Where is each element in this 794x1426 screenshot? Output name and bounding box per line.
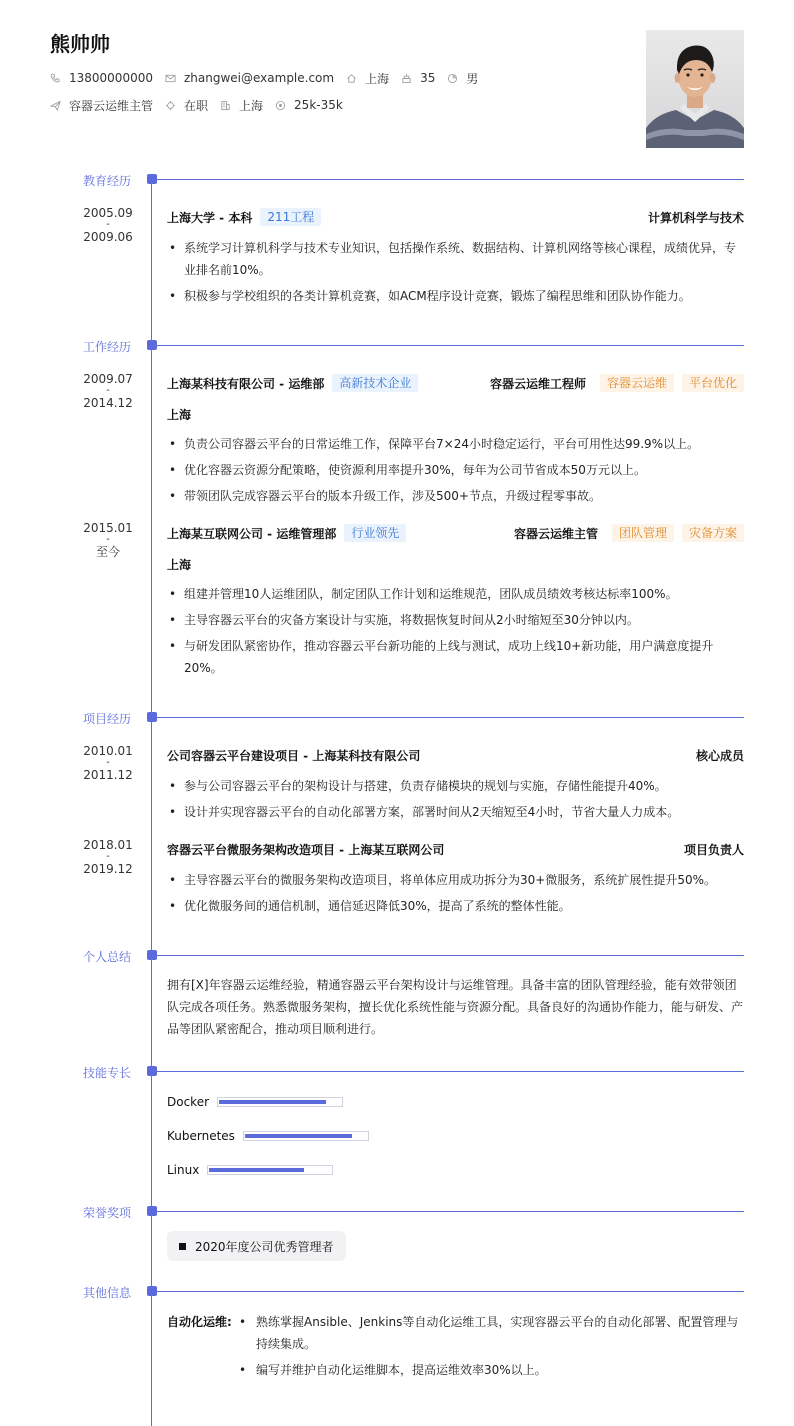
candidate-name: 熊帅帅 xyxy=(50,32,110,56)
timeline-marker xyxy=(147,340,157,350)
timeline-marker xyxy=(147,712,157,722)
section-title: 教育经历 xyxy=(83,174,132,188)
company-tag: 高新技术企业 xyxy=(332,374,418,392)
list-item: • 熟练掌握Ansible、Jenkins等自动化运维工具，实现容器云平台的自动化部署、配置管理与持续集成。 xyxy=(239,1311,744,1355)
section-title: 其他信息 xyxy=(83,1286,132,1300)
skill-level xyxy=(209,1168,304,1172)
section-other xyxy=(0,1285,794,1300)
section-title: 荣誉奖项 xyxy=(83,1206,132,1220)
education-entry-header xyxy=(167,207,744,227)
list-item: • 编写并维护自动化运维脚本，提高运维效率30%以上。 xyxy=(239,1359,744,1381)
date-range: 2009.07 - 2014.12 xyxy=(83,372,133,410)
timeline-marker xyxy=(147,950,157,960)
list-item: • 与研发团队紧密协作，推动容器云平台新功能的上线与测试，成功上线10+新功能，用户满意度提升20%。 xyxy=(167,635,744,679)
building-icon xyxy=(220,100,231,111)
section-title: 技能专长 xyxy=(83,1066,132,1080)
section-divider xyxy=(157,179,744,180)
job-title: 容器云运维工程师 xyxy=(489,376,586,391)
age-icon xyxy=(401,73,412,84)
list-item: • 优化容器云资源分配策略，使资源利用率提升30%，每年为公司节省成本50万元以上。 xyxy=(167,459,744,481)
skill-name: Docker xyxy=(167,1095,210,1109)
job-location: 上海 xyxy=(167,408,192,422)
section-work xyxy=(0,339,794,354)
date-start: 2009.07 xyxy=(83,372,133,386)
section-divider xyxy=(157,955,744,956)
section-divider xyxy=(157,1071,744,1072)
salary-icon xyxy=(275,100,286,111)
skill-name: Linux xyxy=(167,1163,200,1177)
section-divider xyxy=(157,717,744,718)
skill-item xyxy=(167,1095,343,1109)
date-start: 2015.01 xyxy=(83,521,133,535)
skill-bar xyxy=(207,1165,333,1175)
target-role-text: 容器云运维主管 xyxy=(69,98,154,113)
status-icon xyxy=(165,100,176,111)
list-item: • 组建并管理10人运维团队，制定团队工作计划和运维规范，团队成员绩效考核达标率100%。 xyxy=(167,583,744,605)
date-end: 2011.12 xyxy=(83,768,133,782)
award-chip xyxy=(167,1231,346,1261)
section-summary xyxy=(0,949,794,964)
skill-item xyxy=(167,1129,369,1143)
other-bullets xyxy=(239,1311,744,1385)
list-item: • 负责公司容器云平台的日常运维工作，保障平台7×24小时稳定运行，平台可用性达99.9%以上。 xyxy=(167,433,744,455)
phone-item xyxy=(50,71,153,85)
intent-row xyxy=(50,96,355,114)
section-divider xyxy=(157,345,744,346)
date-end: 2014.12 xyxy=(83,396,133,410)
company-name: 上海某科技有限公司 - 运维部 xyxy=(167,376,325,391)
list-item: • 积极参与学校组织的各类计算机竞赛，如ACM程序设计竞赛，锻炼了编程思维和团队协作能力。 xyxy=(167,285,744,307)
list-item: • 带领团队完成容器云平台的版本升级工作，涉及500+节点，升级过程零事故。 xyxy=(167,485,744,507)
section-education xyxy=(0,173,794,188)
work-entry-header xyxy=(167,373,744,393)
work-bullets xyxy=(167,583,744,683)
square-bullet-icon xyxy=(179,1243,186,1250)
work-bullets xyxy=(167,433,744,511)
city-item xyxy=(346,70,389,87)
timeline-marker xyxy=(147,1066,157,1076)
project-role: 核心成员 xyxy=(695,748,744,763)
role-tag: 容器云运维 xyxy=(600,374,674,392)
salary-item xyxy=(275,98,343,112)
company-name: 上海某互联网公司 - 运维管理部 xyxy=(167,526,337,541)
date-end: 2009.06 xyxy=(83,230,133,244)
profile-photo xyxy=(646,30,744,148)
list-item: • 设计并实现容器云平台的自动化部署方案，部署时间从2天缩短至4小时，节省大量人力成本。 xyxy=(167,801,744,823)
timeline-marker xyxy=(147,1206,157,1216)
date-range: 2010.01 - 2011.12 xyxy=(83,744,133,782)
company-tag: 行业领先 xyxy=(344,524,406,542)
job-location: 上海 xyxy=(167,558,192,572)
award-text: 2020年度公司优秀管理者 xyxy=(195,1239,334,1254)
section-divider xyxy=(157,1211,744,1212)
other-label: 自动化运维: xyxy=(167,1315,232,1329)
mail-icon xyxy=(165,73,176,84)
section-divider xyxy=(157,1291,744,1292)
list-item: • 参与公司容器云平台的架构设计与搭建，负责存储模块的规划与实施，存储性能提升40%。 xyxy=(167,775,744,797)
status-item xyxy=(165,97,208,114)
project-entry-header xyxy=(167,745,744,765)
contact-row xyxy=(50,69,490,87)
skill-bar xyxy=(217,1097,343,1107)
date-range: 2005.09 - 2009.06 xyxy=(83,206,133,244)
gender-icon xyxy=(447,73,458,84)
send-icon xyxy=(50,100,61,111)
skill-bar xyxy=(243,1131,369,1141)
project-name: 容器云平台微服务架构改造项目 - 上海某互联网公司 xyxy=(167,842,445,857)
age-item xyxy=(401,71,435,85)
skill-level xyxy=(219,1100,326,1104)
list-item: • 优化微服务间的通信机制，通信延迟降低30%，提高了系统的整体性能。 xyxy=(167,895,744,917)
timeline-marker xyxy=(147,1286,157,1296)
date-start: 2005.09 xyxy=(83,206,133,220)
age-text: 35 xyxy=(420,71,436,85)
date-end: 至今 xyxy=(95,545,120,559)
role-tag: 灾备方案 xyxy=(682,524,744,542)
target-role-item xyxy=(50,97,153,114)
school-name: 上海大学 - 本科 xyxy=(167,210,253,225)
email-text: zhangwei@example.com xyxy=(183,71,335,85)
section-title: 项目经历 xyxy=(83,712,132,726)
status-text: 在职 xyxy=(184,98,209,113)
section-skills xyxy=(0,1065,794,1080)
date-start: 2010.01 xyxy=(83,744,133,758)
timeline-line xyxy=(151,178,152,1426)
section-title: 工作经历 xyxy=(83,340,132,354)
work-entry-header xyxy=(167,523,744,543)
skill-level xyxy=(245,1134,352,1138)
date-start: 2018.01 xyxy=(83,838,133,852)
project-role: 项目负责人 xyxy=(683,842,744,857)
section-awards xyxy=(0,1205,794,1220)
email-item xyxy=(165,71,334,85)
gender-item xyxy=(447,70,478,87)
list-item: • 系统学习计算机科学与技术专业知识，包括操作系统、数据结构、计算机网络等核心课程，成绩优异，专业排名前10%。 xyxy=(167,237,744,281)
list-item: • 主导容器云平台的灾备方案设计与实施，将数据恢复时间从2小时缩短至30分钟以内。 xyxy=(167,609,744,631)
target-city-text: 上海 xyxy=(239,98,264,113)
list-item: • 主导容器云平台的微服务架构改造项目，将单体应用成功拆分为30+微服务，系统扩展性提升50%。 xyxy=(167,869,744,891)
section-projects xyxy=(0,711,794,726)
project-name: 公司容器云平台建设项目 - 上海某科技有限公司 xyxy=(167,748,421,763)
school-tag: 211工程 xyxy=(260,208,321,226)
timeline-marker xyxy=(147,174,157,184)
date-range: 2018.01 - 2019.12 xyxy=(83,838,133,876)
job-title: 容器云运维主管 xyxy=(513,526,598,541)
education-bullets xyxy=(167,237,744,311)
project-entry-header xyxy=(167,839,744,859)
skill-item xyxy=(167,1163,333,1177)
date-end: 2019.12 xyxy=(83,862,133,876)
salary-text: 25k-35k xyxy=(294,98,343,112)
gender-text: 男 xyxy=(466,71,479,86)
role-tag: 团队管理 xyxy=(612,524,674,542)
project-bullets xyxy=(167,775,744,827)
date-range: 2015.01 - 至今 xyxy=(83,521,133,559)
city-text: 上海 xyxy=(365,71,390,86)
skill-name: Kubernetes xyxy=(167,1129,235,1143)
phone-icon xyxy=(50,73,61,84)
home-icon xyxy=(346,73,357,84)
summary-text: 拥有[X]年容器云运维经验，精通容器云平台架构设计与运维管理。具备丰富的团队管理经验，能有效带领团队完成各项任务。熟悉微服务架构，擅长优化系统性能与资源分配。具备良好的沟通协作能力，能与研发、产品等团队紧密配合，推动项目顺利进行。 xyxy=(167,978,744,1036)
major: 计算机科学与技术 xyxy=(647,210,744,225)
project-bullets xyxy=(167,869,744,921)
section-title: 个人总结 xyxy=(83,950,132,964)
role-tag: 平台优化 xyxy=(682,374,744,392)
phone-text: 13800000000 xyxy=(69,71,153,85)
target-city-item xyxy=(220,97,263,114)
